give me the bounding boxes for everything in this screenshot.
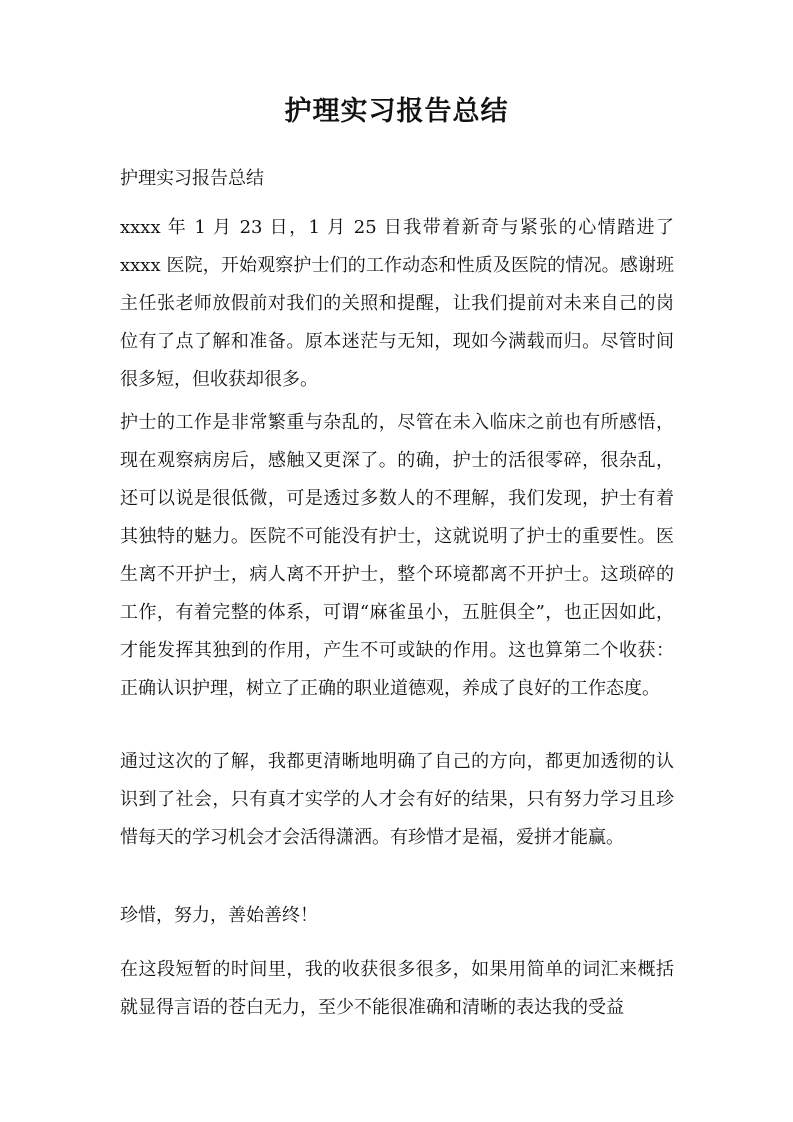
- document-subtitle: 护理实习报告总结: [120, 168, 264, 189]
- paragraph-2: 护士的工作是非常繁重与杂乱的，尽管在未入临床之前也有所感悟，现在观察病房后，感触又更深了。的确，护士的活很零碎，很杂乱，还可以说是很低微，可是透过多数人的不理解，我们发现，护士有着其独特的魅力。医院不可能没有护士，这就说明了护士的重要性。医生离不开护士，病人离不开护士，整个环境都离不开护士。这琐碎的工作，有着完整的体系，可谓“麻雀虽小，五脏俱全”，也正因如此，才能发挥其独到的作用，产生不可或缺的作用。这也算第二个收获：正确认识护理，树立了正确的职业道德观，养成了良好的工作态度。: [120, 412, 674, 699]
- paragraph-1: xxxx 年 1 月 23 日，1 月 25 日我带着新奇与紧张的心情踏进了 xxxx 医院，开始观察护士们的工作动态和性质及医院的情况。感谢班主任张老师放假前对我们的关照和提醒，让我们提前对未来自己的岗位有了点了解和准备。原本迷茫与无知，现如今满载而归。尽管时间很多短，但收获却很多。: [120, 217, 674, 390]
- paragraph-4: 珍惜，努力，善始善终！: [120, 905, 318, 926]
- document-title: 护理实习报告总结: [284, 96, 509, 127]
- paragraph-3: 通过这次的了解，我都更清晰地明确了自己的方向，都更加透彻的认识到了社会，只有真才实学的人才会有好的结果，只有努力学习且珍惜每天的学习机会才会活得潇洒。有珍惜才是福，爱拼才能赢。: [120, 751, 674, 848]
- paragraph-5: 在这段短暂的时间里，我的收获很多很多，如果用简单的词汇来概括就显得言语的苍白无力，至少不能很准确和清晰的表达我的受益: [120, 959, 674, 1018]
